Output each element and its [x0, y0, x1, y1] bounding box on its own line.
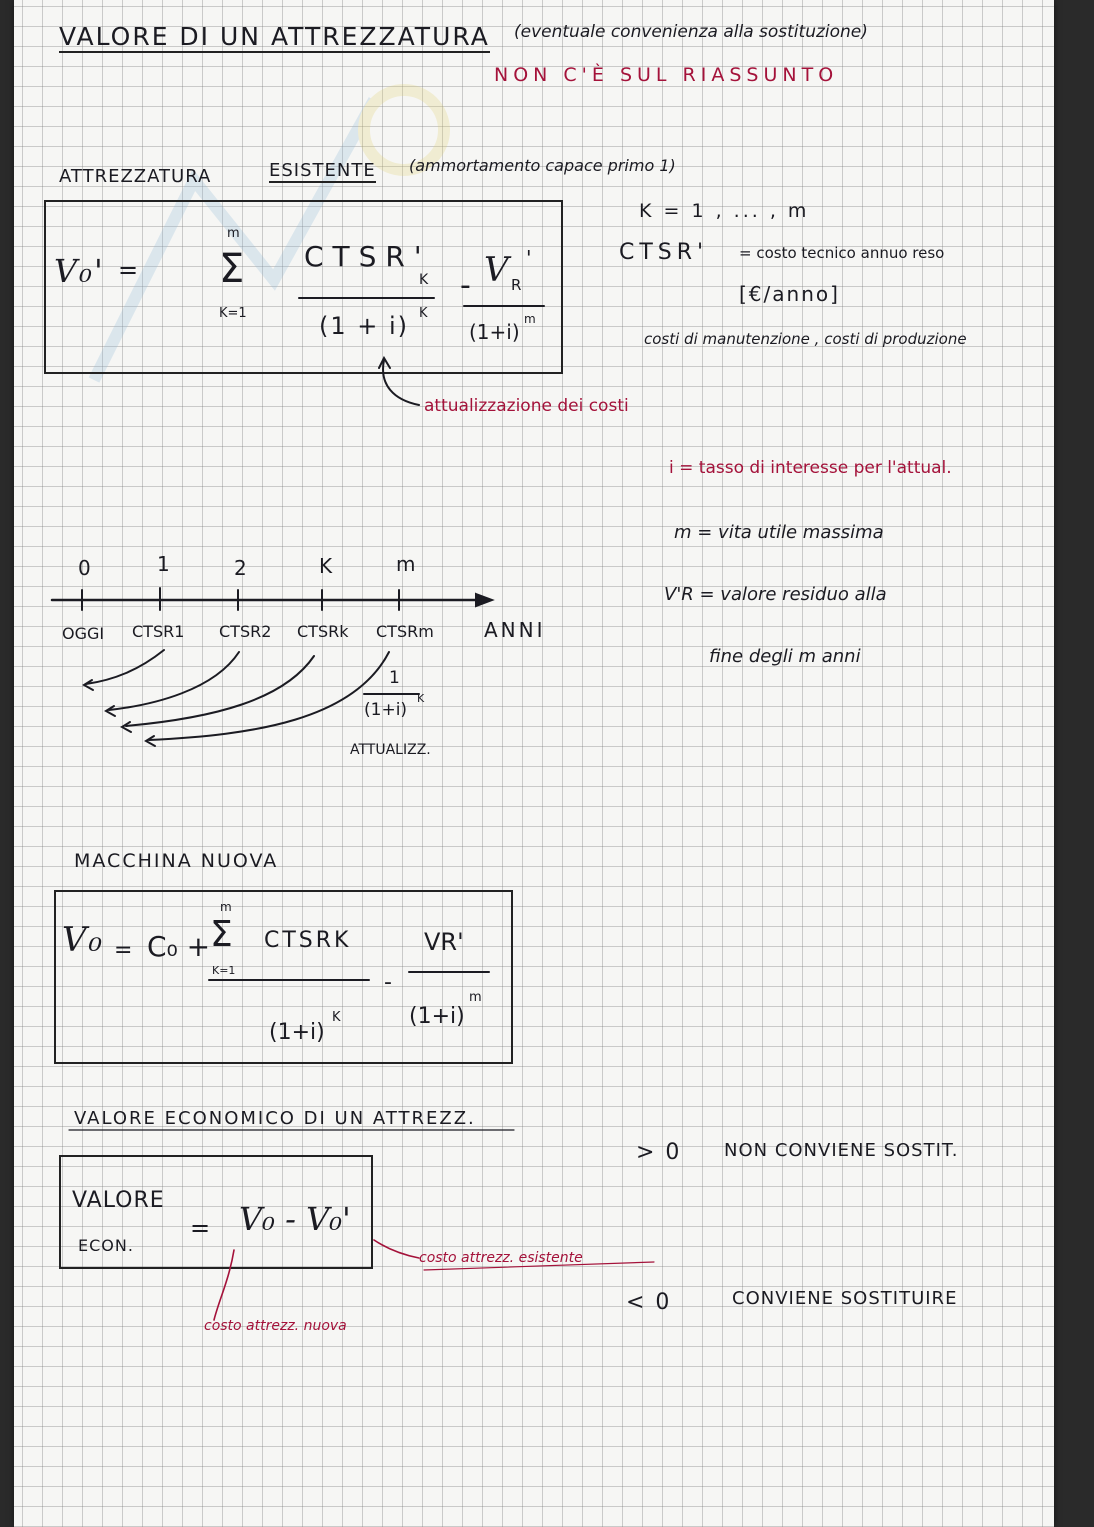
k-range: K = 1 , ... , m — [639, 200, 810, 222]
new-minus: - — [384, 970, 394, 995]
existing-sum-bottom: K=1 — [219, 306, 247, 321]
new-lhs: V₀ — [62, 920, 105, 960]
econ-eq: = — [190, 1214, 213, 1242]
existing-denominator-exp: K — [419, 306, 430, 321]
note-existing-cost: costo attrezz. esistente — [419, 1250, 583, 1266]
tick-label-0: 0 — [78, 556, 93, 580]
title-note: (eventuale convenienza alla sostituzione) — [514, 22, 868, 42]
page-title: VALORE DI UN ATTREZZATURA — [59, 22, 490, 51]
existing-vr-denominator: (1+i) — [469, 320, 520, 344]
life-definition: m = vita utile massima — [674, 522, 884, 543]
discounting-note: attualizzazione dei costi — [424, 396, 629, 416]
tick-label-1: 1 — [157, 552, 172, 576]
new-c0: C₀ + — [147, 930, 211, 963]
existing-numerator: CTSR' — [304, 240, 431, 273]
existing-eq: = — [118, 256, 141, 284]
existing-lhs: V₀' — [54, 252, 105, 290]
existing-minus: - — [460, 268, 473, 303]
new-denominator-exp: K — [332, 1010, 343, 1025]
timeline-label-ctsr2: CTSR2 — [219, 622, 272, 641]
new-sum-top: m — [220, 900, 234, 914]
timeline-label-ctsrm: CTSRm — [376, 622, 434, 641]
existing-heading-note: (ammortamento capace primo 1) — [409, 156, 676, 175]
econ-heading: VALORE ECONOMICO DI UN ATTREZZ. — [74, 1108, 476, 1129]
factor-numerator: 1 — [389, 668, 402, 688]
timeline-axis-label: ANNI — [484, 618, 546, 642]
summary-note: NON C'È SUL RIASSUNTO — [494, 64, 839, 86]
factor-label: ATTUALIZZ. — [350, 742, 431, 758]
tick-label-m: m — [396, 552, 418, 576]
factor-exponent: K — [417, 692, 427, 705]
new-sum: Σ — [210, 914, 235, 955]
residual-definition-2: fine degli m anni — [709, 646, 861, 667]
existing-sum: Σ — [219, 246, 247, 292]
existing-heading: ATTREZZATURA — [59, 166, 212, 187]
econ-lt-text: CONVIENE SOSTITUIRE — [732, 1288, 958, 1309]
new-eq: = — [114, 938, 135, 963]
new-machine-heading: MACCHINA NUOVA — [74, 850, 279, 872]
timeline-label-ctsr1: CTSR1 — [132, 622, 185, 641]
tick-label-2: 2 — [234, 556, 249, 580]
factor-denominator: (1+i) — [364, 700, 408, 720]
existing-vr-denominator-exp: m — [524, 312, 538, 326]
new-vr-denominator-exp: m — [469, 990, 484, 1005]
econ-gt-sign: > 0 — [636, 1140, 682, 1165]
existing-vr: V — [484, 250, 511, 290]
econ-lt-sign: < 0 — [626, 1290, 672, 1315]
econ-label-2: ECON. — [78, 1236, 134, 1255]
timeline-label-today: OGGI — [62, 624, 105, 643]
existing-numerator-sub: K — [419, 272, 431, 288]
existing-heading-emph: ESISTENTE — [269, 160, 376, 181]
existing-denominator: (1 + i) — [319, 312, 410, 340]
econ-expression: V₀ - V₀' — [239, 1200, 351, 1238]
econ-label-1: VALORE — [72, 1188, 165, 1213]
interest-definition: i = tasso di interesse per l'attual. — [669, 458, 952, 478]
econ-gt-text: NON CONVIENE SOSTIT. — [724, 1140, 959, 1161]
new-numerator: CTSRK — [264, 928, 352, 953]
new-vr: VR' — [424, 928, 464, 956]
residual-definition-1: V'R = valore residuo alla — [664, 584, 887, 605]
existing-vr-sub: R — [511, 276, 524, 294]
costs-note: costi di manutenzione , costi di produzione — [644, 330, 967, 348]
ctsr-label: CTSR' — [619, 240, 709, 265]
tick-label-k: K — [319, 554, 335, 578]
new-vr-denominator: (1+i) — [409, 1004, 465, 1029]
new-denominator: (1+i) — [269, 1020, 325, 1045]
arrow-existing-cost — [374, 1240, 419, 1258]
existing-vr-prime: ' — [526, 246, 534, 270]
new-sum-bottom: K=1 — [212, 964, 236, 977]
note-new-cost: costo attrezz. nuova — [204, 1318, 347, 1334]
timeline-label-ctsrk: CTSRk — [297, 622, 349, 641]
existing-sum-top: m — [227, 226, 242, 241]
notebook-page — [14, 0, 1054, 1527]
ctsr-definition: = costo tecnico annuo reso — [739, 244, 945, 262]
ctsr-unit: [€/anno] — [739, 282, 840, 306]
